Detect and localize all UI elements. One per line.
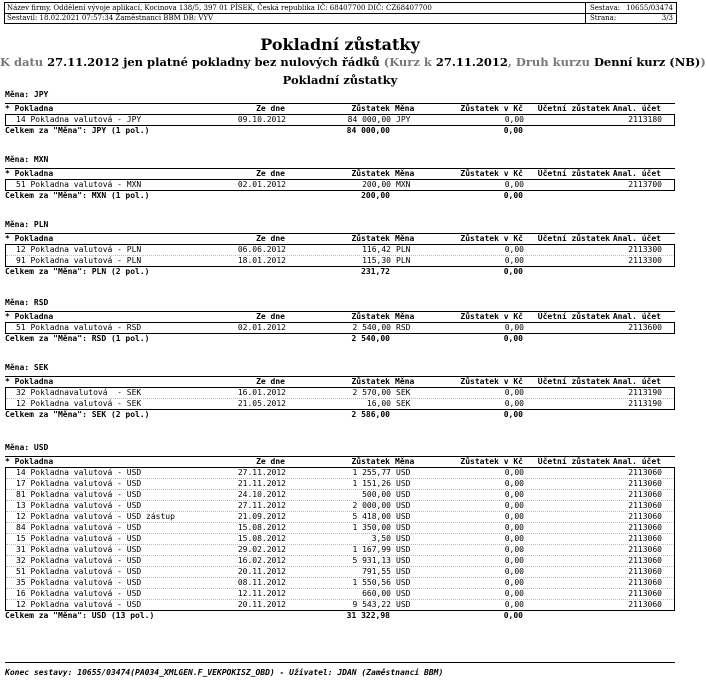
cash-desk-name: 14 Pokladna valutová - USD bbox=[16, 468, 142, 477]
currency-cell: MXN bbox=[396, 180, 411, 189]
currency-label: Měna: USD bbox=[5, 443, 49, 452]
table-row bbox=[6, 115, 674, 125]
cash-desk-name: 16 Pokladna valutová - USD bbox=[16, 589, 142, 598]
section-total bbox=[5, 611, 675, 621]
column-header: Ze dne bbox=[256, 104, 285, 113]
currency-section bbox=[5, 155, 675, 201]
balance-czk-cell: 0,00 bbox=[504, 578, 524, 587]
column-header: Účetní zůstatek bbox=[537, 312, 610, 321]
column-header: Anal. účet bbox=[612, 234, 661, 243]
currency-cell: USD bbox=[396, 545, 411, 554]
balance-cell: 2 570,00 bbox=[352, 388, 391, 397]
column-header: Měna bbox=[395, 312, 415, 321]
column-header: Ze dne bbox=[256, 169, 285, 178]
currency-label: Měna: MXN bbox=[5, 155, 49, 164]
table-body bbox=[5, 115, 675, 126]
column-header: * Pokladna bbox=[5, 312, 54, 321]
footer-divider bbox=[5, 662, 675, 663]
cash-desk-name: 51 Pokladna valutová - USD bbox=[16, 567, 142, 576]
balance-cell: 2 000,00 bbox=[352, 501, 391, 510]
balance-czk-cell: 0,00 bbox=[504, 180, 524, 189]
balance-cell: 16,00 bbox=[366, 399, 391, 408]
currency-label: Měna: PLN bbox=[5, 220, 49, 229]
table-row bbox=[6, 323, 674, 333]
balance-czk-cell: 0,00 bbox=[504, 388, 524, 397]
balance-czk-cell: 0,00 bbox=[504, 534, 524, 543]
balance-cell: 1 550,56 bbox=[352, 578, 391, 587]
table-row bbox=[6, 479, 674, 490]
report-label: Sestava: bbox=[590, 4, 621, 12]
table-body bbox=[5, 468, 675, 611]
date-cell: 20.11.2012 bbox=[237, 600, 286, 609]
table-header bbox=[5, 168, 675, 180]
cash-desk-name: 51 Pokladna valutová - RSD bbox=[16, 323, 142, 332]
column-header: * Pokladna bbox=[5, 377, 54, 386]
total-balance: 84 000,00 bbox=[346, 126, 390, 135]
table-row bbox=[6, 501, 674, 512]
total-balance: 31 322,98 bbox=[346, 611, 390, 620]
cash-desk-name: 13 Pokladna valutová - USD bbox=[16, 501, 142, 510]
column-header: Měna bbox=[395, 377, 415, 386]
balance-czk-cell: 0,00 bbox=[504, 523, 524, 532]
page-title: Pokladní zůstatky bbox=[260, 35, 420, 54]
column-header: Měna bbox=[395, 104, 415, 113]
balance-czk-cell: 0,00 bbox=[504, 556, 524, 565]
cash-desk-name: 12 Pokladna valutová - USD zástup bbox=[16, 512, 175, 521]
balance-czk-cell: 0,00 bbox=[504, 490, 524, 499]
section-total bbox=[5, 334, 675, 344]
balance-cell: 3,50 bbox=[371, 534, 391, 543]
cash-desk-name: 81 Pokladna valutová - USD bbox=[16, 490, 142, 499]
balance-czk-cell: 0,00 bbox=[504, 479, 524, 488]
section-total bbox=[5, 126, 675, 136]
column-header: Zůstatek v Kč bbox=[460, 457, 523, 466]
column-header: Zůstatek v Kč bbox=[460, 377, 523, 386]
balance-czk-cell: 0,00 bbox=[504, 256, 524, 265]
page-label: Strana: bbox=[590, 14, 617, 22]
total-label: Celkem za "Měna": JPY (1 pol.) bbox=[5, 126, 150, 135]
table-row bbox=[6, 556, 674, 567]
column-header: Účetní zůstatek bbox=[537, 377, 610, 386]
balance-czk-cell: 0,00 bbox=[504, 323, 524, 332]
total-label: Celkem za "Měna": SEK (2 pol.) bbox=[5, 410, 150, 419]
balance-cell: 200,00 bbox=[362, 180, 391, 189]
total-balance-czk: 0,00 bbox=[503, 334, 523, 343]
date-cell: 21.09.2012 bbox=[237, 512, 286, 521]
currency-label: Měna: RSD bbox=[5, 298, 49, 307]
currency-cell: USD bbox=[396, 567, 411, 576]
column-header: Zůstatek bbox=[351, 169, 390, 178]
total-label: Celkem za "Měna": MXN (1 pol.) bbox=[5, 191, 150, 200]
total-balance-czk: 0,00 bbox=[503, 410, 523, 419]
account-cell: 2113060 bbox=[628, 534, 662, 543]
report-parameters: K datu 27.11.2012 jen platné pokladny bez nulových řádků (Kurz k 27.11.2012, Druh kurzu Denní kurz (NB)) bbox=[0, 55, 706, 69]
balance-czk-cell: 0,00 bbox=[504, 501, 524, 510]
balance-cell: 116,42 bbox=[362, 245, 391, 254]
currency-cell: USD bbox=[396, 479, 411, 488]
account-cell: 2113060 bbox=[628, 501, 662, 510]
account-cell: 2113180 bbox=[628, 115, 662, 124]
currency-cell: JPY bbox=[396, 115, 411, 124]
currency-cell: USD bbox=[396, 600, 411, 609]
page-number: 3/3 bbox=[661, 14, 673, 22]
currency-cell: USD bbox=[396, 490, 411, 499]
column-header: Zůstatek bbox=[351, 457, 390, 466]
balance-cell: 1 350,00 bbox=[352, 523, 391, 532]
account-cell: 2113060 bbox=[628, 578, 662, 587]
table-header bbox=[5, 311, 675, 323]
company-line: Název firmy, Oddělení vývoje aplikací, Kocinova 138/5, 397 01 PÍSEK, Česká republika IČ: 68407700 DIČ: CZ68407700 bbox=[7, 4, 432, 12]
balance-czk-cell: 0,00 bbox=[504, 600, 524, 609]
balance-cell: 84 000,00 bbox=[347, 115, 391, 124]
cash-desk-name: 35 Pokladna valutová - USD bbox=[16, 578, 142, 587]
table-row bbox=[6, 388, 674, 399]
column-header: Anal. účet bbox=[612, 312, 661, 321]
account-cell: 2113060 bbox=[628, 600, 662, 609]
cash-desk-name: 14 Pokladna valutová - JPY bbox=[16, 115, 142, 124]
account-cell: 2113060 bbox=[628, 468, 662, 477]
date-cell: 21.05.2012 bbox=[237, 399, 286, 408]
column-header: Anal. účet bbox=[612, 457, 661, 466]
column-header: Ze dne bbox=[256, 234, 285, 243]
account-cell: 2113060 bbox=[628, 479, 662, 488]
account-cell: 2113060 bbox=[628, 490, 662, 499]
table-row bbox=[6, 545, 674, 556]
section-total bbox=[5, 191, 675, 201]
currency-cell: SEK bbox=[396, 399, 411, 408]
table-row bbox=[6, 567, 674, 578]
table-row bbox=[6, 589, 674, 600]
column-header: Zůstatek v Kč bbox=[460, 104, 523, 113]
column-header: Anal. účet bbox=[612, 104, 661, 113]
balance-cell: 115,30 bbox=[362, 256, 391, 265]
total-balance: 200,00 bbox=[361, 191, 390, 200]
date-cell: 06.06.2012 bbox=[237, 245, 286, 254]
date-cell: 27.11.2012 bbox=[237, 468, 286, 477]
cash-desk-name: 91 Pokladna valutová - PLN bbox=[16, 256, 142, 265]
currency-cell: USD bbox=[396, 468, 411, 477]
table-row bbox=[6, 534, 674, 545]
table-header bbox=[5, 456, 675, 468]
table-row bbox=[6, 245, 674, 256]
column-header: Účetní zůstatek bbox=[537, 169, 610, 178]
report-footer: Konec sestavy: 10655/03474(PA034_XMLGEN.F_VEKPOKISZ_OBD) - Uživatel: JDAN (Zaměstnanci BBM) bbox=[5, 668, 444, 677]
account-cell: 2113190 bbox=[628, 399, 662, 408]
table-header bbox=[5, 233, 675, 245]
account-cell: 2113060 bbox=[628, 589, 662, 598]
column-header: * Pokladna bbox=[5, 234, 54, 243]
cash-desk-name: 32 Pokladnavalutová - SEK bbox=[16, 388, 142, 397]
date-cell: 16.02.2012 bbox=[237, 556, 286, 565]
cash-desk-name: 12 Pokladna valutová - SEK bbox=[16, 399, 142, 408]
currency-cell: USD bbox=[396, 589, 411, 598]
account-cell: 2113060 bbox=[628, 545, 662, 554]
cash-desk-name: 31 Pokladna valutová - USD bbox=[16, 545, 142, 554]
created-line: Sestavil: 18.02.2021 07:57:34 Zaměstnanci BBM DB: VYV bbox=[7, 14, 214, 22]
total-balance: 231,72 bbox=[361, 267, 390, 276]
table-row bbox=[6, 523, 674, 534]
balance-cell: 9 543,22 bbox=[352, 600, 391, 609]
column-header: Účetní zůstatek bbox=[537, 457, 610, 466]
column-header: Zůstatek v Kč bbox=[460, 312, 523, 321]
column-header: Zůstatek bbox=[351, 312, 390, 321]
account-cell: 2113600 bbox=[628, 323, 662, 332]
column-header: Měna bbox=[395, 169, 415, 178]
date-cell: 24.10.2012 bbox=[237, 490, 286, 499]
balance-czk-cell: 0,00 bbox=[504, 512, 524, 521]
date-cell: 15.08.2012 bbox=[237, 523, 286, 532]
table-row bbox=[6, 578, 674, 589]
balance-cell: 660,00 bbox=[362, 589, 391, 598]
cash-desk-name: 12 Pokladna valutová - PLN bbox=[16, 245, 142, 254]
currency-cell: SEK bbox=[396, 388, 411, 397]
total-label: Celkem za "Měna": RSD (1 pol.) bbox=[5, 334, 150, 343]
section-title: Pokladní zůstatky bbox=[282, 73, 398, 87]
table-row bbox=[6, 600, 674, 610]
report-number: 10655/03474 bbox=[626, 4, 673, 12]
column-header: * Pokladna bbox=[5, 169, 54, 178]
total-balance-czk: 0,00 bbox=[503, 126, 523, 135]
date-cell: 27.11.2012 bbox=[237, 501, 286, 510]
date-cell: 20.11.2012 bbox=[237, 567, 286, 576]
currency-cell: USD bbox=[396, 534, 411, 543]
currency-cell: RSD bbox=[396, 323, 411, 332]
total-balance: 2 586,00 bbox=[351, 410, 390, 419]
date-cell: 02.01.2012 bbox=[237, 180, 286, 189]
table-body bbox=[5, 245, 675, 267]
account-cell: 2113060 bbox=[628, 556, 662, 565]
column-header: Měna bbox=[395, 234, 415, 243]
currency-cell: USD bbox=[396, 512, 411, 521]
currency-section bbox=[5, 363, 675, 420]
total-balance: 2 540,00 bbox=[351, 334, 390, 343]
table-body bbox=[5, 323, 675, 334]
cash-desk-name: 15 Pokladna valutová - USD bbox=[16, 534, 142, 543]
account-cell: 2113700 bbox=[628, 180, 662, 189]
balance-czk-cell: 0,00 bbox=[504, 245, 524, 254]
column-header: Zůstatek bbox=[351, 234, 390, 243]
column-header: Ze dne bbox=[256, 457, 285, 466]
balance-cell: 500,00 bbox=[362, 490, 391, 499]
balance-czk-cell: 0,00 bbox=[504, 567, 524, 576]
account-cell: 2113060 bbox=[628, 512, 662, 521]
section-total bbox=[5, 267, 675, 277]
column-header: Zůstatek bbox=[351, 104, 390, 113]
table-row bbox=[6, 512, 674, 523]
currency-cell: USD bbox=[396, 578, 411, 587]
column-header: Měna bbox=[395, 457, 415, 466]
table-header bbox=[5, 103, 675, 115]
date-cell: 29.02.2012 bbox=[237, 545, 286, 554]
column-header: * Pokladna bbox=[5, 457, 54, 466]
currency-section bbox=[5, 298, 675, 344]
total-balance-czk: 0,00 bbox=[503, 191, 523, 200]
currency-cell: PLN bbox=[396, 245, 411, 254]
cash-desk-name: 12 Pokladna valutová - USD bbox=[16, 600, 142, 609]
balance-czk-cell: 0,00 bbox=[504, 468, 524, 477]
table-header bbox=[5, 376, 675, 388]
currency-section bbox=[5, 443, 675, 621]
table-row bbox=[6, 180, 674, 190]
date-cell: 12.11.2012 bbox=[237, 589, 286, 598]
cash-desk-name: 84 Pokladna valutová - USD bbox=[16, 523, 142, 532]
date-cell: 08.11.2012 bbox=[237, 578, 286, 587]
currency-cell: USD bbox=[396, 523, 411, 532]
total-balance-czk: 0,00 bbox=[503, 611, 523, 620]
table-row bbox=[6, 468, 674, 479]
column-header: Zůstatek bbox=[351, 377, 390, 386]
balance-czk-cell: 0,00 bbox=[504, 399, 524, 408]
date-cell: 18.01.2012 bbox=[237, 256, 286, 265]
currency-section bbox=[5, 90, 675, 136]
table-row bbox=[6, 490, 674, 501]
section-total bbox=[5, 410, 675, 420]
column-header: Zůstatek v Kč bbox=[460, 234, 523, 243]
report-header bbox=[4, 2, 677, 24]
balance-czk-cell: 0,00 bbox=[504, 545, 524, 554]
table-row bbox=[6, 256, 674, 266]
balance-cell: 2 540,00 bbox=[352, 323, 391, 332]
column-header: Ze dne bbox=[256, 312, 285, 321]
balance-czk-cell: 0,00 bbox=[504, 589, 524, 598]
table-row bbox=[6, 399, 674, 409]
currency-label: Měna: SEK bbox=[5, 363, 49, 372]
date-cell: 02.01.2012 bbox=[237, 323, 286, 332]
column-header: * Pokladna bbox=[5, 104, 54, 113]
balance-cell: 1 167,99 bbox=[352, 545, 391, 554]
column-header: Anal. účet bbox=[612, 377, 661, 386]
currency-cell: USD bbox=[396, 556, 411, 565]
date-cell: 09.10.2012 bbox=[237, 115, 286, 124]
account-cell: 2113300 bbox=[628, 256, 662, 265]
table-body bbox=[5, 180, 675, 191]
balance-cell: 1 151,26 bbox=[352, 479, 391, 488]
column-header: Zůstatek v Kč bbox=[460, 169, 523, 178]
total-balance-czk: 0,00 bbox=[503, 267, 523, 276]
column-header: Účetní zůstatek bbox=[537, 104, 610, 113]
date-cell: 21.11.2012 bbox=[237, 479, 286, 488]
account-cell: 2113060 bbox=[628, 523, 662, 532]
balance-cell: 5 931,13 bbox=[352, 556, 391, 565]
account-cell: 2113300 bbox=[628, 245, 662, 254]
account-cell: 2113060 bbox=[628, 567, 662, 576]
column-header: Anal. účet bbox=[612, 169, 661, 178]
currency-cell: PLN bbox=[396, 256, 411, 265]
date-cell: 16.01.2012 bbox=[237, 388, 286, 397]
balance-cell: 5 418,00 bbox=[352, 512, 391, 521]
total-label: Celkem za "Měna": PLN (2 pol.) bbox=[5, 267, 150, 276]
table-body bbox=[5, 388, 675, 410]
column-header: Ze dne bbox=[256, 377, 285, 386]
total-label: Celkem za "Měna": USD (13 pol.) bbox=[5, 611, 155, 620]
date-cell: 15.08.2012 bbox=[237, 534, 286, 543]
balance-czk-cell: 0,00 bbox=[504, 115, 524, 124]
currency-cell: USD bbox=[396, 501, 411, 510]
cash-desk-name: 32 Pokladna valutová - USD bbox=[16, 556, 142, 565]
balance-cell: 1 255,77 bbox=[352, 468, 391, 477]
account-cell: 2113190 bbox=[628, 388, 662, 397]
currency-label: Měna: JPY bbox=[5, 90, 49, 99]
currency-section bbox=[5, 220, 675, 277]
balance-cell: 791,55 bbox=[362, 567, 391, 576]
column-header: Účetní zůstatek bbox=[537, 234, 610, 243]
cash-desk-name: 51 Pokladna valutová - MXN bbox=[16, 180, 142, 189]
cash-desk-name: 17 Pokladna valutová - USD bbox=[16, 479, 142, 488]
